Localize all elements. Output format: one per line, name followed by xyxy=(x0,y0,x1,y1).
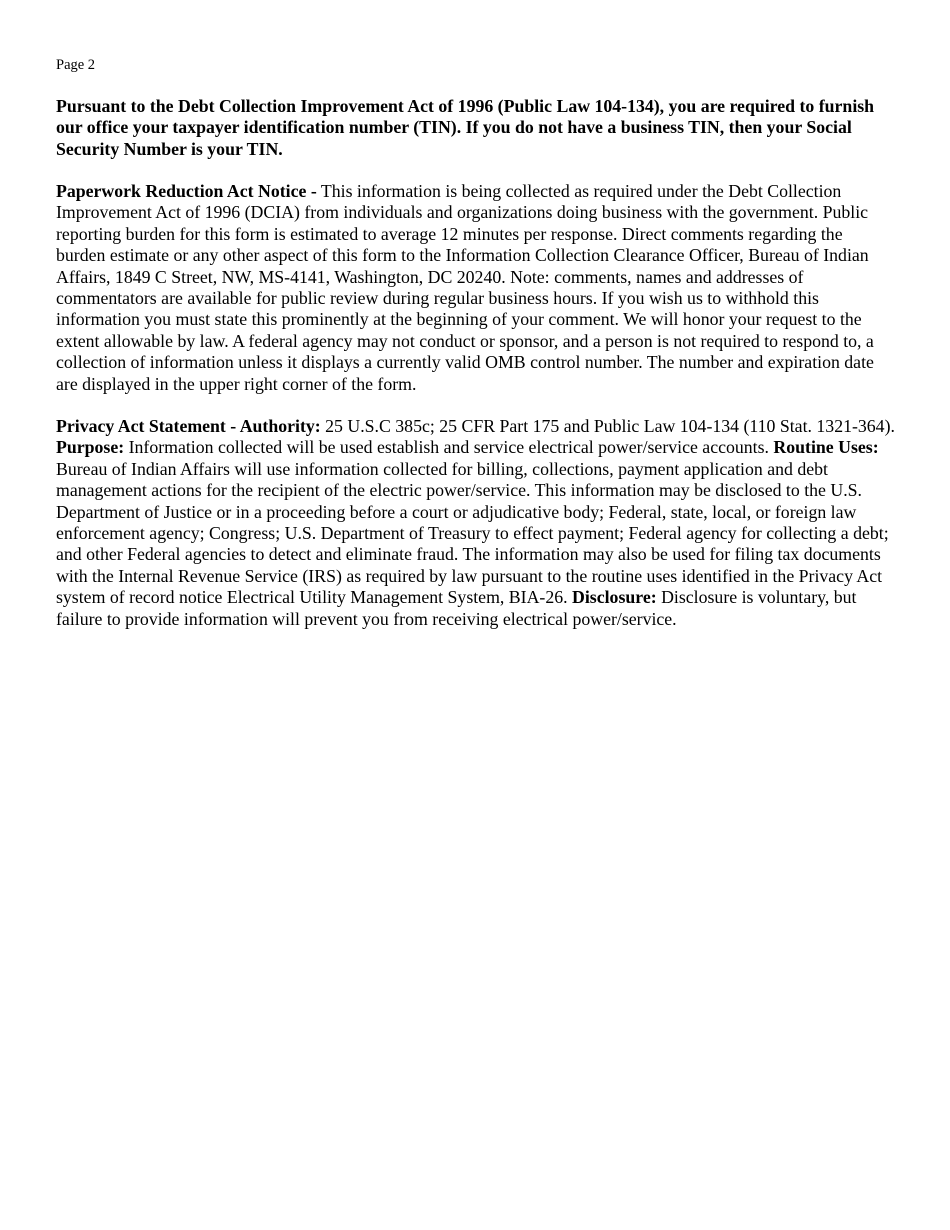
paperwork-notice-body: This information is being collected as required under the Debt Collection Improvement Act of 1996 (DCIA) from individuals and organizations doing business with the government. Public reporting burden for this form is estimated to average 12 minutes per response. Direct comments regarding the burden estimate or any other aspect of this form to the Information Collection Clearance Officer, Bureau of Indian Affairs, 1849 C Street, NW, MS-4141, Washington, DC 20240. Note: comments, names and addresses of commentators are available for public review during regular business hours. If you wish us to withhold this information you must state this prominently at the beginning of your comment. We will honor your request to the extent allowable by law. A federal agency may not conduct or sponsor, and a person is not required to respond to, a collection of information unless it displays a currently valid OMB control number. The number and expiration date are displayed in the upper right corner of the form. xyxy=(56,181,874,394)
purpose-text: Information collected will be used establish and service electrical power/service accounts. xyxy=(124,437,774,458)
authority-label: Authority: xyxy=(239,416,321,436)
tin-requirement-notice: Pursuant to the Debt Collection Improvement Act of 1996 (Public Law 104-134), you are required to furnish our office your taxpayer identification number (TIN). If you do not have a business TIN, then your Social Security Number is your TIN. xyxy=(56,96,875,159)
disclosure-label: Disclosure: xyxy=(572,587,657,608)
page-number: Page 2 xyxy=(56,57,96,73)
routine-uses-label: Routine Uses: xyxy=(773,437,879,458)
authority-text: 25 U.S.C 385c; 25 CFR Part 175 and Public Law 104-134 (110 Stat. 1321-364). xyxy=(320,416,895,436)
privacy-act-statement xyxy=(56,416,896,630)
paperwork-notice-heading: Paperwork Reduction Act Notice - xyxy=(56,181,317,201)
disclosure-text: Disclosure is voluntary, but failure to provide information will prevent you from receiving electrical power/service. xyxy=(56,587,857,629)
paperwork-reduction-notice xyxy=(56,181,896,395)
purpose-label: Purpose: xyxy=(56,437,125,458)
privacy-statement-heading: Privacy Act Statement - xyxy=(56,416,240,436)
routine-uses-text: Bureau of Indian Affairs will use information collected for billing, collections, payment application and debt management actions for the recipient of the electric power/service. This information may be disclosed to the U.S. Department of Justice or in a proceeding before a court or adjudicative body; Federal, state, local, or foreign law enforcement agency; Congress; U.S. Department of Treasury to effect payment; Federal agency for collecting a debt; and other Federal agencies to detect and eliminate fraud. The information may also be used for filing tax documents with the Internal Revenue Service (IRS) as required by law pursuant to the routine uses identified in the Privacy Act system of record notice Electrical Utility Management System, BIA-26. xyxy=(56,458,889,608)
